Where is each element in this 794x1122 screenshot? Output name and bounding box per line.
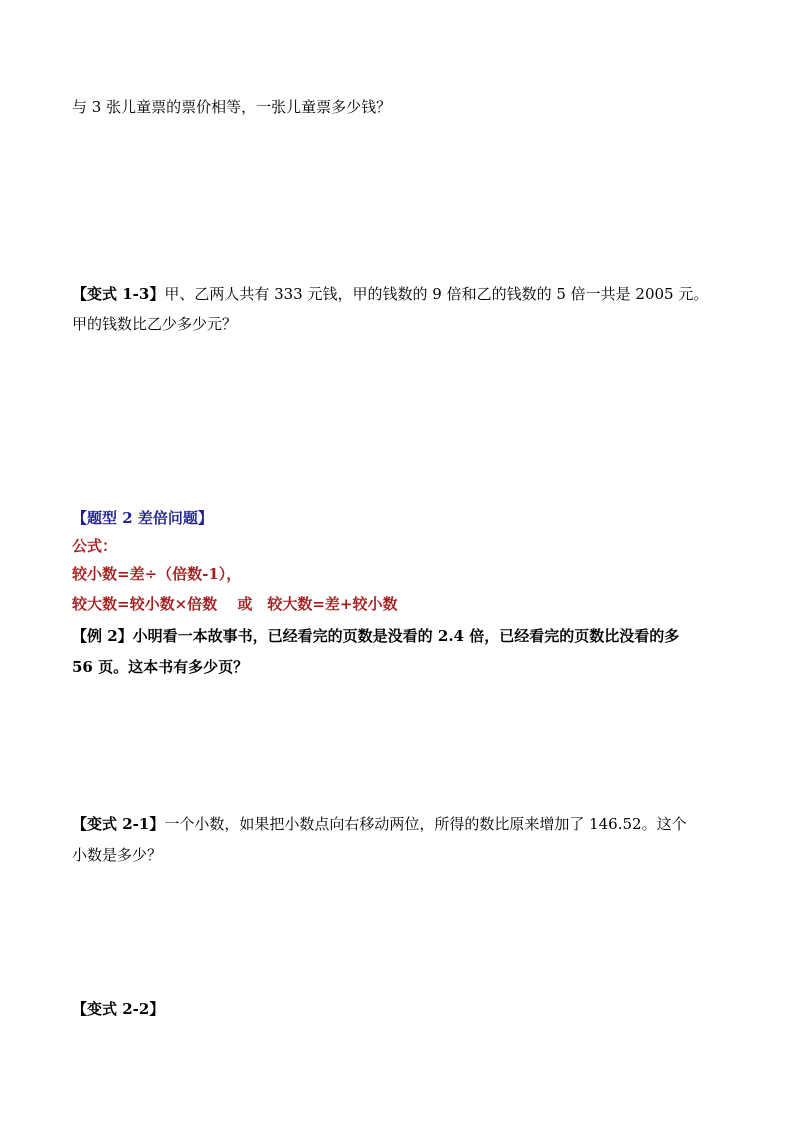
formula-1-text: 较小数=差÷（倍数-1），	[72, 565, 242, 583]
variant-2-2-line	[72, 999, 164, 1019]
variant-1-3-line-1	[72, 284, 708, 304]
problem-text: 与 3 张儿童票的票价相等，一张儿童票多少钱？	[72, 98, 392, 116]
variant-2-1-line-2	[72, 845, 162, 865]
variant-1-3-tag: 【变式 1-3】	[72, 285, 165, 303]
variant-2-1-tag: 【变式 2-1】	[72, 815, 165, 833]
example-2-text: 小明看一本故事书，已经看完的页数是没看的 2.4 倍，已经看完的页数比没看的多	[132, 627, 680, 645]
variant-2-1-text: 一个小数，如果把小数点向右移动两位，所得的数比原来增加了 146.52。这个	[164, 815, 687, 833]
variant-1-3-text-cont: 甲的钱数比乙少多少元？	[72, 315, 238, 333]
example-2-line-1	[72, 626, 679, 646]
variant-2-1-text-cont: 小数是多少？	[72, 846, 163, 864]
variant-2-2-tag: 【变式 2-2】	[72, 1000, 165, 1018]
problem-continuation-line	[72, 97, 391, 117]
example-2-tag: 【例 2】	[72, 627, 133, 645]
variant-1-3-text: 甲、乙两人共有 333 元钱，甲的钱数的 9 倍和乙的钱数的 5 倍一共是 2005 元。	[164, 285, 709, 303]
type-2-heading-text: 【题型 2 差倍问题】	[72, 509, 213, 527]
example-2-line-2	[72, 657, 248, 677]
formula-label-text: 公式：	[72, 537, 118, 555]
variant-2-1-line-1	[72, 814, 687, 834]
formula-label	[72, 536, 117, 556]
type-2-heading	[72, 508, 213, 528]
formula-2-text: 较大数=较小数×倍数 或 较大数=差+较小数	[72, 595, 398, 613]
formula-line-2	[72, 594, 398, 614]
variant-1-3-line-2	[72, 314, 237, 334]
example-2-text-cont: 56 页。这本书有多少页？	[72, 658, 249, 676]
formula-line-1	[72, 564, 241, 584]
